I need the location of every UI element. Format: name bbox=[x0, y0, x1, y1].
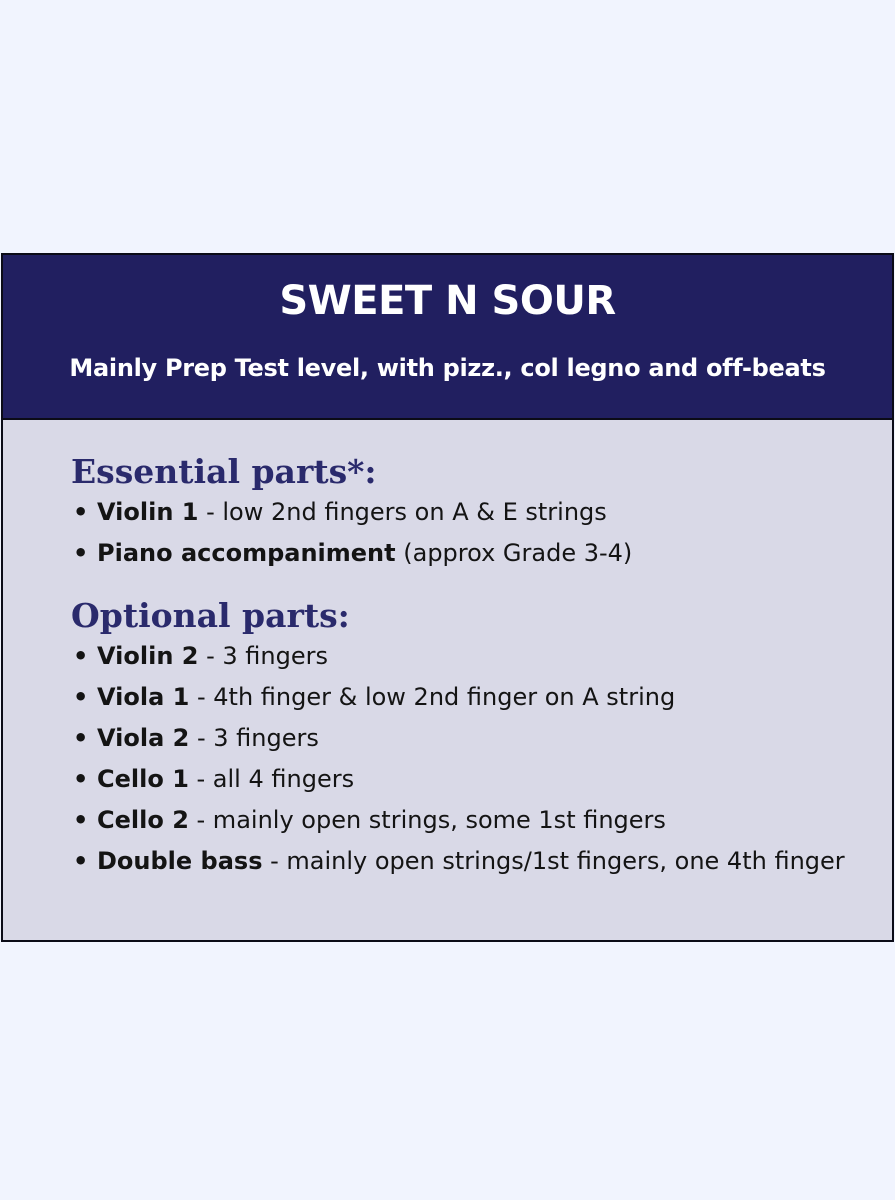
part-name: Cello 1 bbox=[97, 765, 189, 793]
bullet-icon: • bbox=[73, 498, 89, 526]
part-detail: - 3 fingers bbox=[198, 642, 328, 670]
part-name: Viola 2 bbox=[97, 724, 190, 752]
essential-parts-list bbox=[71, 492, 892, 574]
list-item bbox=[71, 636, 892, 677]
list-item bbox=[71, 759, 892, 800]
optional-parts-list bbox=[71, 636, 892, 882]
bullet-icon: • bbox=[73, 724, 89, 752]
part-detail: - all 4 fingers bbox=[188, 765, 355, 793]
bullet-icon: • bbox=[73, 642, 89, 670]
bullet-icon: • bbox=[73, 683, 89, 711]
part-name: Double bass bbox=[97, 847, 263, 875]
part-detail: - 3 fingers bbox=[189, 724, 319, 752]
optional-heading: Optional parts: bbox=[71, 596, 350, 635]
list-item bbox=[71, 718, 892, 759]
card-header bbox=[3, 255, 892, 420]
info-card bbox=[1, 253, 894, 942]
optional-section bbox=[71, 574, 892, 882]
list-item bbox=[71, 492, 892, 533]
part-name: Violin 2 bbox=[97, 642, 199, 670]
card-subtitle: Mainly Prep Test level, with pizz., col legno and off-beats bbox=[69, 354, 826, 382]
part-name: Piano accompaniment bbox=[97, 539, 396, 567]
list-item bbox=[71, 533, 892, 574]
card-body bbox=[3, 420, 892, 882]
bullet-icon: • bbox=[73, 765, 89, 793]
part-name: Cello 2 bbox=[97, 806, 189, 834]
part-name: Violin 1 bbox=[97, 498, 199, 526]
part-detail: - low 2nd fingers on A & E strings bbox=[198, 498, 607, 526]
bullet-icon: • bbox=[73, 806, 89, 834]
bullet-icon: • bbox=[73, 847, 89, 875]
part-detail: - mainly open strings/1st fingers, one 4th finger bbox=[262, 847, 845, 875]
list-item bbox=[71, 677, 892, 718]
list-item bbox=[71, 841, 892, 882]
bullet-icon: • bbox=[73, 539, 89, 567]
part-detail: - mainly open strings, some 1st fingers bbox=[188, 806, 666, 834]
part-detail: (approx Grade 3-4) bbox=[395, 539, 633, 567]
part-detail: - 4th finger & low 2nd finger on A string bbox=[189, 683, 676, 711]
part-name: Viola 1 bbox=[97, 683, 190, 711]
essential-heading: Essential parts*: bbox=[71, 452, 377, 491]
essential-section bbox=[71, 420, 892, 574]
list-item bbox=[71, 800, 892, 841]
card-title: SWEET N SOUR bbox=[279, 278, 616, 324]
